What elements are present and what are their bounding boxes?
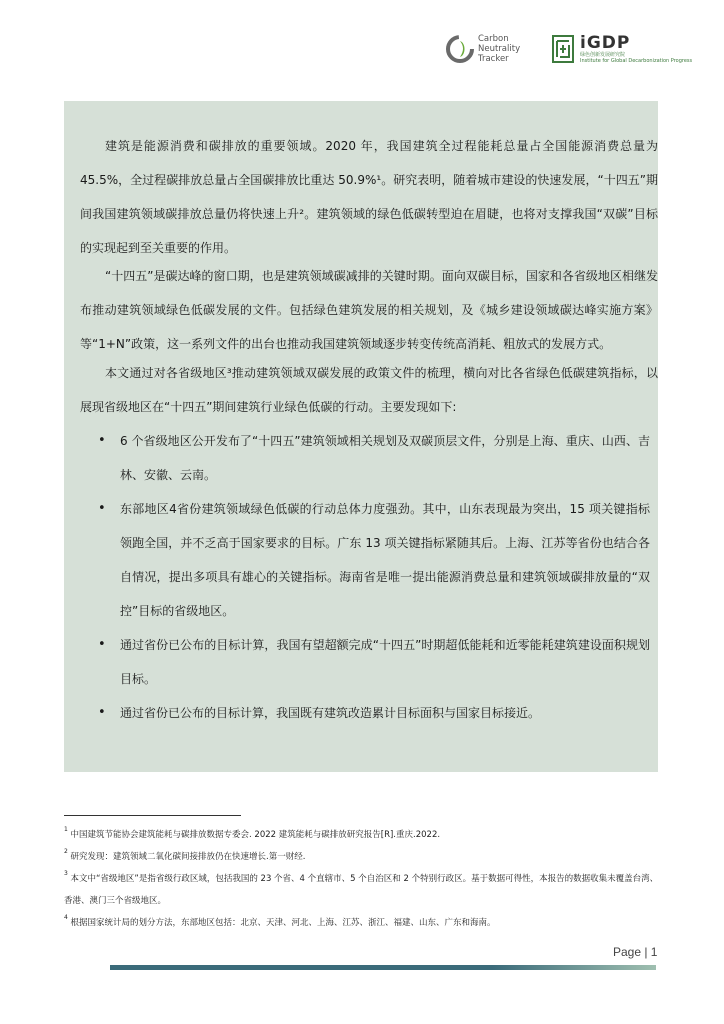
paragraph-intro: 建筑是能源消费和碳排放的重要领域。2020 年，我国建筑全过程能耗总量占全国能源消费总量为 45.5%，全过程碳排放总量占全国碳排放比重达 50.9%¹。研究表明，随着城市建设的快速发展，“十四五”期间我国建筑领域碳排放总量仍将快速上升²。建筑领域的绿色低碳转型迫在眉睫，也将对支撑我国“双碳”目标的实现起到至关重要的作用。 (80, 139, 658, 255)
finding-item: • 通过省份已公布的目标计算，我国既有建筑改造累计目标面积与国家目标接近。 (80, 696, 650, 730)
igdp-english-name: Institute for Global Decarbonization Progress (580, 58, 693, 64)
footnote-number: 3 (64, 870, 68, 877)
footnote-number: 1 (64, 826, 68, 833)
page-number: Page | 1 (613, 945, 658, 959)
footnote-2 (64, 846, 660, 868)
footnote-text: 中国建筑节能协会建筑能耗与碳排放数据专委会. 2022 建筑能耗与碳排放研究报告[R].重庆.2022. (70, 830, 441, 840)
footnote-number: 4 (64, 914, 68, 921)
footnote-text: 研究发现：建筑领域二氧化碳间接排放仍在快速增长.第一财经. (70, 852, 306, 862)
summary-box (64, 101, 658, 772)
carbon-neutrality-tracker-text (478, 34, 520, 64)
footnote-4 (64, 912, 660, 934)
footnote-number: 2 (64, 848, 68, 855)
footnote-text: 本文中“省级地区”是指省级行政区域，包括我国的 23 个省、4 个直辖市、5 个自治区和 2 个特别行政区。基于数据可得性，本报告的数据收集未覆盖台湾、香港、澳门三个省级地区。 (64, 874, 659, 906)
footnote-divider (64, 815, 241, 816)
cnt-line-1: Carbon (478, 34, 509, 44)
footnote-3 (64, 868, 660, 912)
footer-bar (110, 965, 656, 970)
igdp-seal-icon (552, 35, 574, 63)
finding-item: • 东部地区4省份建筑领域绿色低碳的行动总体力度强劲。其中，山东表现最为突出，15 项关键指标领跑全国，并不乏高于国家要求的目标。广东 13 项关键指标紧随其后。上海、江苏等省份也结合各自情况，提出多项具有雄心的关键指标。海南省是唯一提出能源消费总量和建筑领域碳排放量的“双控”目标的省级地区。 (80, 492, 650, 628)
footnote-text: 根据国家统计局的划分方法，东部地区包括：北京、天津、河北、上海、江苏、浙江、福建、山东、广东和海南。 (70, 918, 496, 928)
carbon-neutrality-tracker-icon (446, 35, 474, 63)
paragraph-policy: “十四五”是碳达峰的窗口期，也是建筑领域碳减排的关键时期。面向双碳目标，国家和各省级地区相继发布推动建筑领域绿色低碳发展的文件。包括绿色建筑发展的相关规划，及《城乡建设领域碳达峰实施方案》等“1+N”政策，这一系列文件的出台也推动我国建筑领域逐步转变传统高消耗、粗放式的发展方式。 (80, 269, 658, 351)
carbon-neutrality-tracker-logo (446, 32, 520, 66)
cnt-line-3: Tracker (478, 54, 509, 64)
paragraph-method: 本文通过对各省级地区³推动建筑领域双碳发展的政策文件的梳理，横向对比各省绿色低碳建筑指标，以展现省级地区在“十四五”期间建筑行业绿色低碳的行动。主要发现如下: (80, 366, 658, 414)
igdp-chinese-name: 绿色创新发展研究院 (580, 52, 626, 58)
finding-item: • 通过省份已公布的目标计算，我国有望超额完成“十四五”时期超低能耗和近零能耗建筑建设面积规划目标。 (80, 628, 650, 696)
igdp-logo (552, 34, 692, 64)
cnt-line-2: Neutrality (478, 44, 521, 54)
footnote-1 (64, 824, 660, 846)
findings-list (80, 424, 650, 730)
footnotes (64, 824, 660, 934)
igdp-name: iGDP (580, 33, 631, 53)
finding-item: • 6 个省级地区公开发布了“十四五”建筑领域相关规划及双碳顶层文件，分别是上海、重庆、山西、吉林、安徽、云南。 (80, 424, 650, 492)
